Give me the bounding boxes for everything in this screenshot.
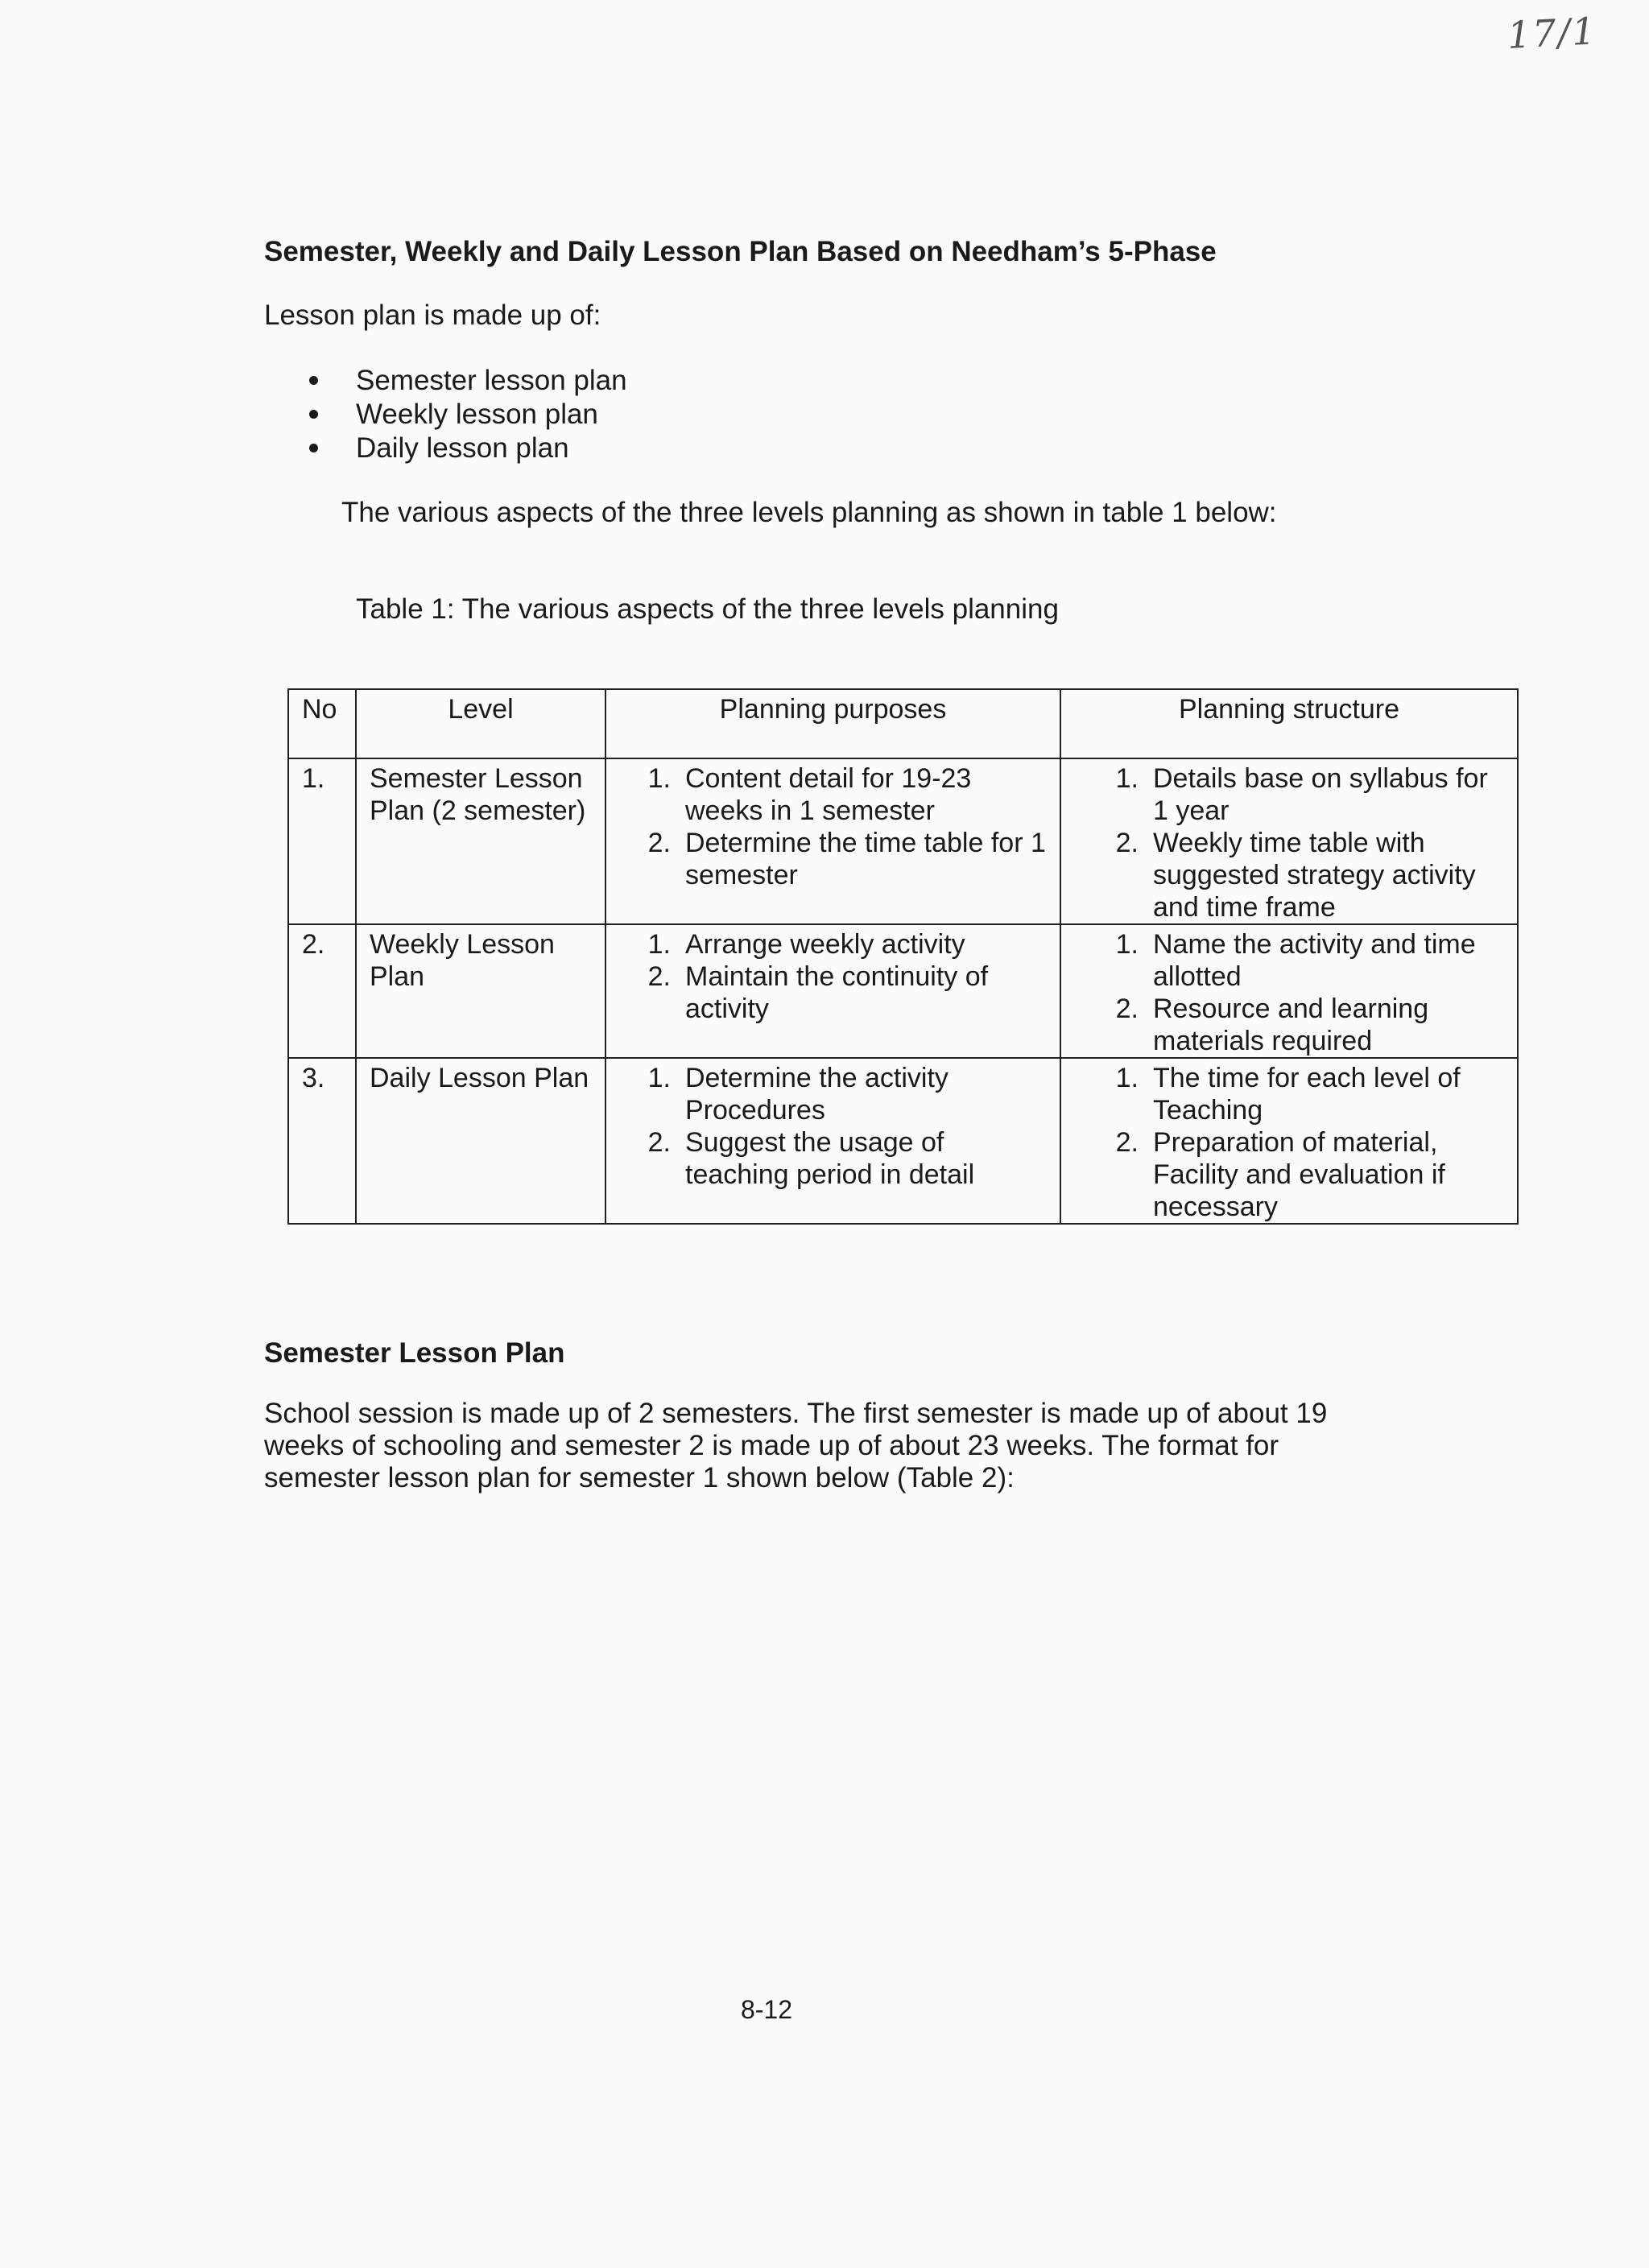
cell-no: 3.	[288, 1058, 356, 1224]
aspects-text: The various aspects of the three levels planning as shown in table 1 below:	[341, 497, 1277, 528]
list-item: Weekly lesson plan	[309, 398, 627, 432]
header-level: Level	[356, 689, 605, 758]
list-item: 1. The time for each level of Teaching	[1115, 1063, 1461, 1126]
list-item: 2. Weekly time table with suggested strategy activity and time frame	[1115, 828, 1476, 923]
bullet-list	[309, 364, 627, 465]
planning-table	[287, 688, 1519, 1225]
bullet-icon	[309, 376, 318, 385]
section-heading: Semester Lesson Plan	[264, 1337, 565, 1369]
cell-level: Weekly Lesson Plan	[356, 924, 605, 1058]
table-row	[288, 758, 1518, 924]
intro-text: Lesson plan is made up of:	[264, 300, 601, 331]
table-header-row	[288, 689, 1518, 758]
header-structure: Planning structure	[1060, 689, 1518, 758]
header-purposes: Planning purposes	[605, 689, 1060, 758]
list-item: 2. Suggest the usage of teaching period in detail	[647, 1127, 975, 1190]
table-row	[288, 1058, 1518, 1224]
list-item: 1. Arrange weekly activity	[647, 929, 965, 960]
list-item: 2. Maintain the continuity of activity	[647, 961, 989, 1024]
section-paragraph: School session is made up of 2 semesters. The first semester is made up of about 19 weeks of schooling and semester 2 is made up of about 23 weeks. The format for semester lesson plan for semester 1 shown below (Table 2):	[264, 1398, 1328, 1493]
list-item: Semester lesson plan	[309, 364, 627, 398]
cell-level: Daily Lesson Plan	[356, 1058, 605, 1224]
header-no: No	[288, 689, 356, 758]
list-item: 1. Name the activity and time allotted	[1115, 929, 1476, 992]
list-item: Daily lesson plan	[309, 432, 627, 465]
table-caption: Table 1: The various aspects of the three levels planning	[356, 593, 1059, 625]
list-item: 1. Determine the activity Procedures	[647, 1063, 948, 1126]
list-item: 1. Details base on syllabus for 1 year	[1115, 763, 1488, 826]
cell-no: 1.	[288, 758, 356, 924]
page-number: 8-12	[740, 1995, 793, 2024]
cell-no: 2.	[288, 924, 356, 1058]
list-item: 2. Determine the time table for 1 semester	[647, 828, 1046, 890]
cell-purposes	[605, 1058, 1060, 1224]
cell-structure	[1060, 924, 1518, 1058]
list-item: 2. Preparation of material, Facility and evaluation if necessary	[1115, 1127, 1445, 1222]
list-item: 1. Content detail for 19-23 weeks in 1 semester	[647, 763, 972, 826]
bullet-icon	[309, 410, 318, 419]
list-item: 2. Resource and learning materials required	[1115, 994, 1429, 1056]
cell-purposes	[605, 758, 1060, 924]
table-row	[288, 924, 1518, 1058]
cell-structure	[1060, 758, 1518, 924]
page-title: Semester, Weekly and Daily Lesson Plan Based on Needham’s 5-Phase	[264, 236, 1217, 267]
cell-purposes	[605, 924, 1060, 1058]
handwritten-page-mark: 17/1	[1506, 9, 1598, 57]
cell-level: Semester Lesson Plan (2 semester)	[356, 758, 605, 924]
bullet-icon	[309, 444, 318, 452]
cell-structure	[1060, 1058, 1518, 1224]
